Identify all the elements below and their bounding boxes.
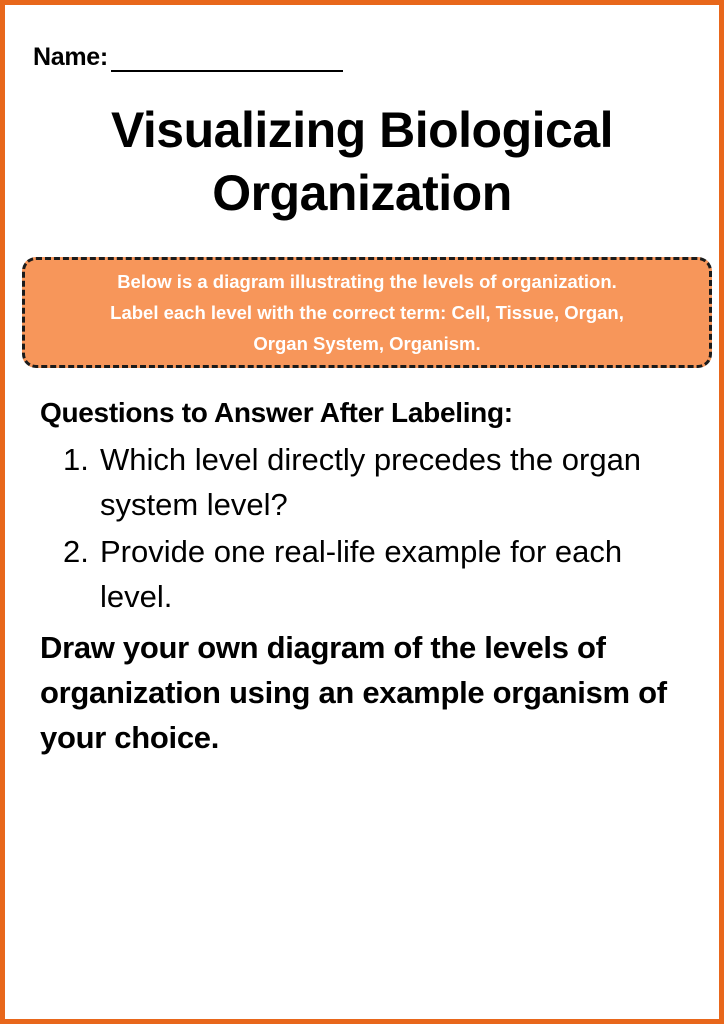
instructions-line-1: Below is a diagram illustrating the levels of organization. bbox=[117, 271, 617, 292]
question-item bbox=[63, 437, 703, 527]
instructions-line-2: Label each level with the correct term: Cell, Tissue, Organ, bbox=[110, 302, 624, 323]
question-text: Provide one real-life example for each level. bbox=[100, 534, 623, 614]
question-text: Which level directly precedes the organ system level? bbox=[100, 442, 642, 522]
questions-heading: Questions to Answer After Labeling: bbox=[40, 397, 513, 428]
questions-list bbox=[63, 437, 703, 621]
question-number: 1. bbox=[63, 442, 89, 477]
question-item bbox=[63, 529, 703, 619]
draw-diagram-prompt: Draw your own diagram of the levels of organization using an example organism of your choice. bbox=[40, 630, 667, 755]
name-blank-line[interactable] bbox=[111, 48, 343, 72]
question-number: 2. bbox=[63, 534, 89, 569]
name-label: Name: bbox=[33, 43, 108, 71]
instructions-box bbox=[22, 257, 712, 368]
instructions-line-3: Organ System, Organism. bbox=[253, 333, 481, 354]
name-field bbox=[33, 43, 343, 72]
page-title: Visualizing Biological Organization bbox=[110, 102, 614, 221]
